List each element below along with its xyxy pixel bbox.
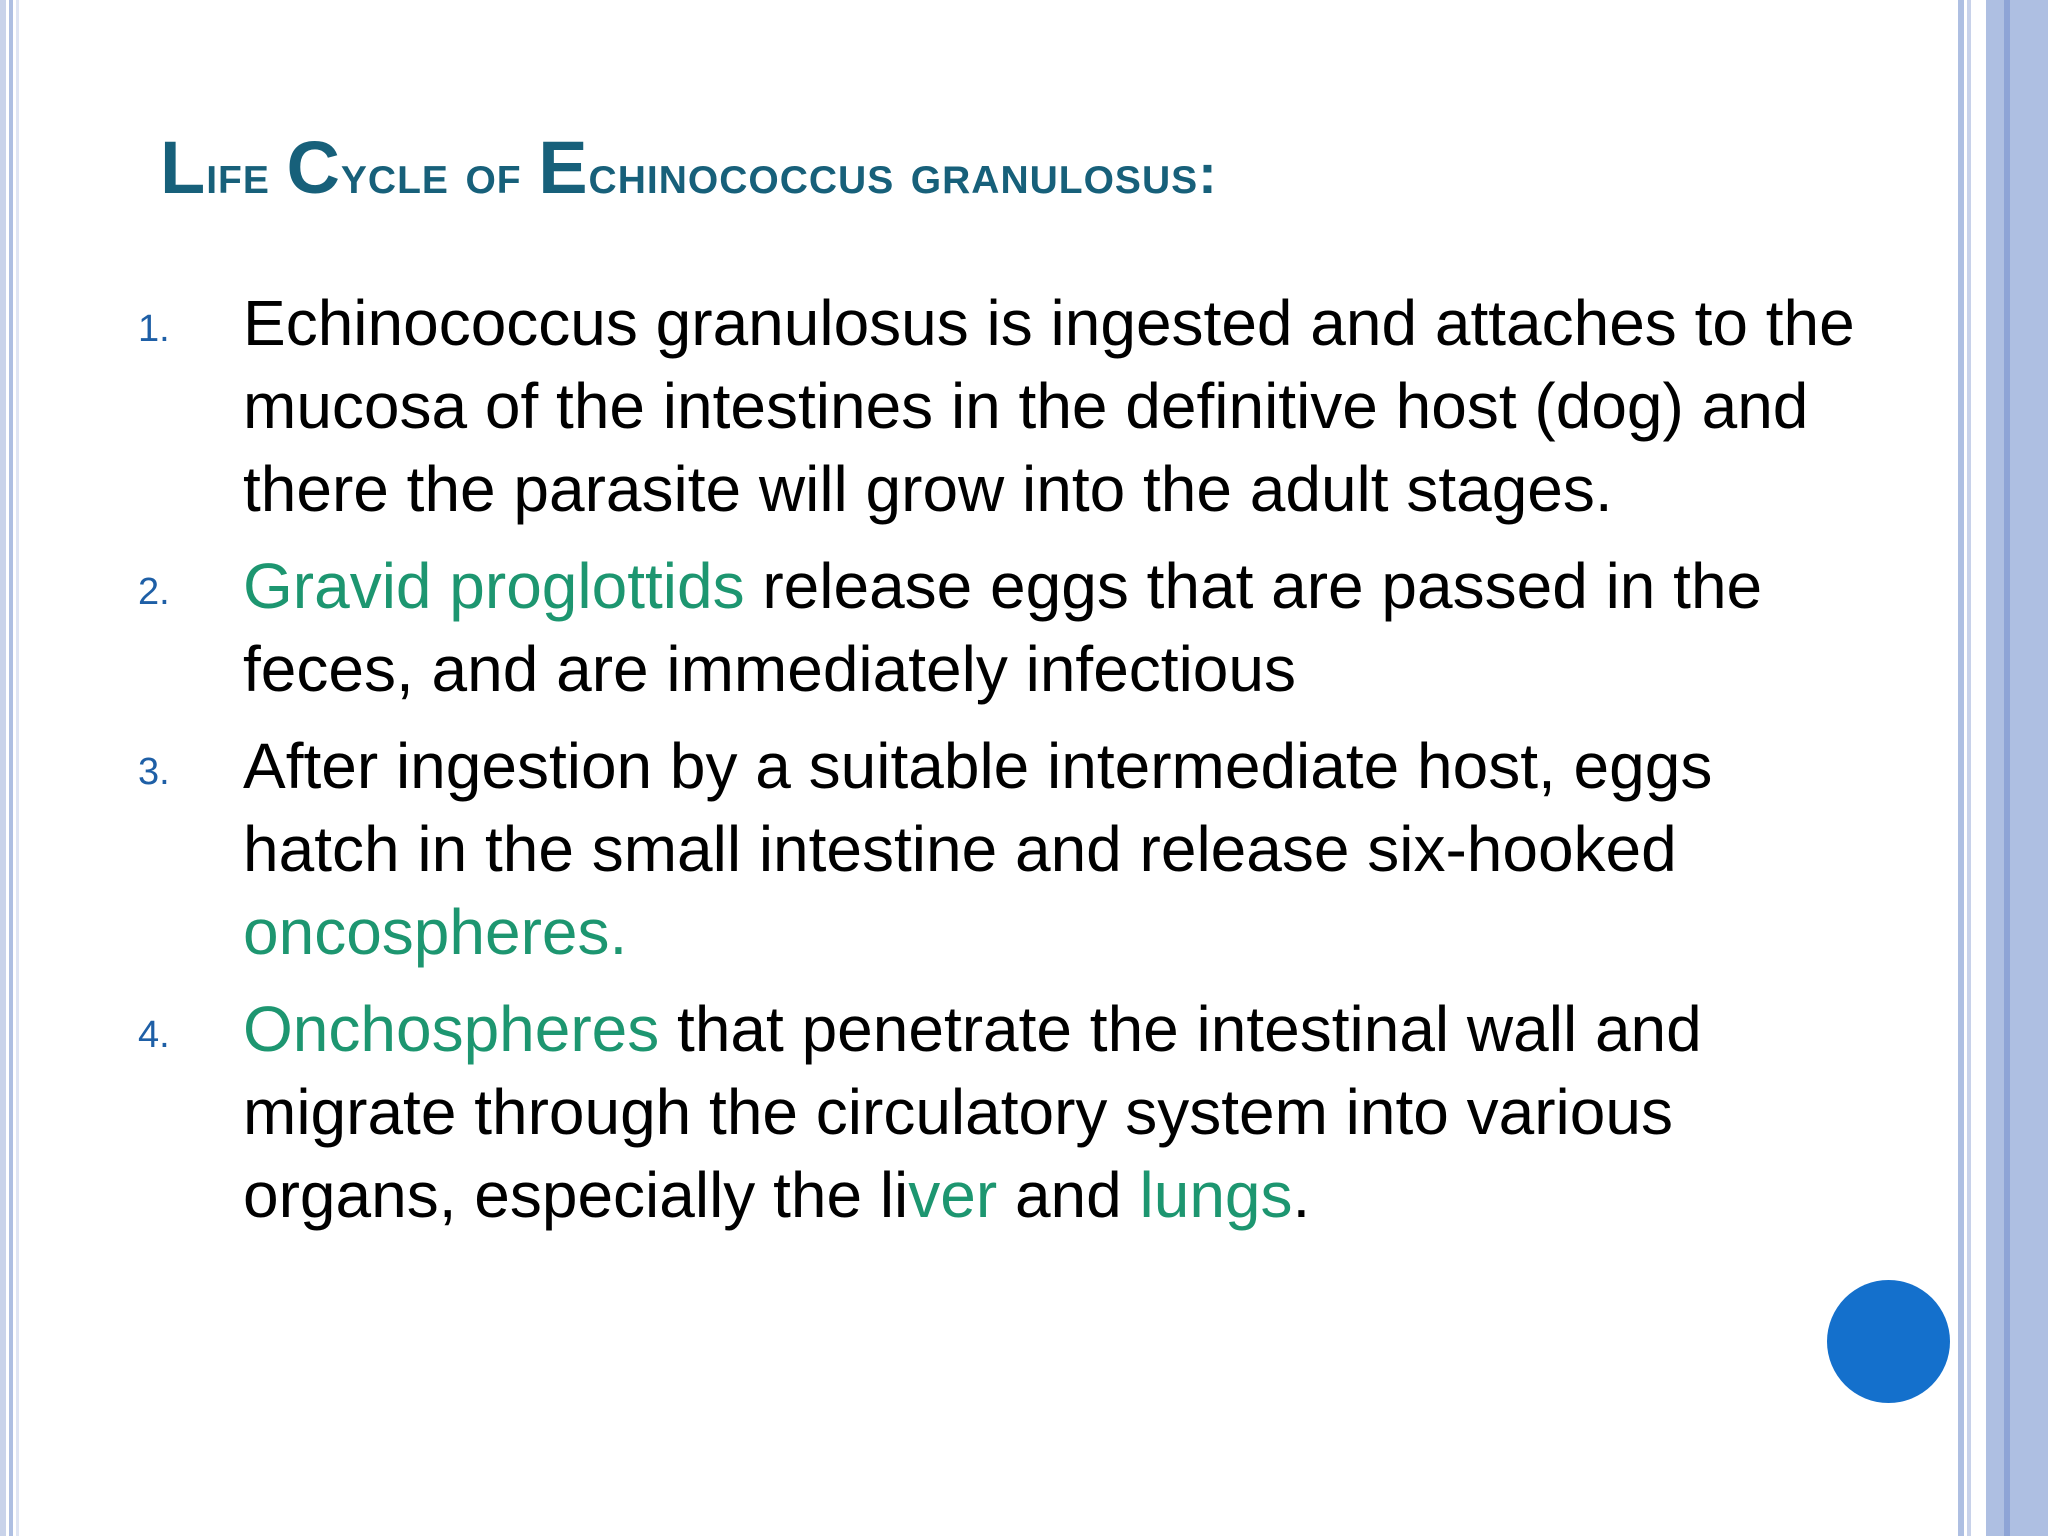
- slide-title: [160, 118, 1920, 224]
- item-text: [243, 282, 1878, 531]
- text-segment: release eggs that are passed in the feces, and are immediately infectious: [243, 550, 1763, 705]
- title-part: C: [286, 126, 341, 209]
- life-cycle-list: [138, 282, 1878, 1251]
- item-text: [243, 545, 1878, 711]
- text-segment: Echinococcus granulosus is ingested and attaches to the mucosa of the intestines in the definitive host (dog) and there the parasite will grow into the adult stages.: [243, 287, 1855, 525]
- item-number: 2.: [138, 571, 170, 613]
- highlighted-term: ver: [908, 1159, 998, 1231]
- list-item: [138, 988, 1878, 1237]
- item-number: 3.: [138, 751, 170, 793]
- list-item: [138, 725, 1878, 974]
- item-text: [243, 725, 1878, 974]
- item-number: 1.: [138, 308, 170, 350]
- right-decorative-border: [1958, 0, 2048, 1536]
- title-part: ycle of: [340, 142, 539, 205]
- list-item: [138, 282, 1878, 531]
- highlighted-term: Onchospheres: [243, 993, 660, 1065]
- highlighted-term: Gravid proglottids: [243, 550, 745, 622]
- text-segment: and: [997, 1159, 1140, 1231]
- text-segment: that penetrate the intestinal wall and migrate through the circulatory system into various organs, especially the li: [243, 993, 1702, 1231]
- title-part: L: [160, 126, 207, 209]
- list-item: [138, 545, 1878, 711]
- title-part: ife: [206, 142, 287, 205]
- left-decorative-border: [0, 0, 22, 1536]
- title-part: chinococcus granulosus:: [588, 142, 1218, 205]
- highlighted-term: oncospheres.: [243, 896, 628, 968]
- text-segment: After ingestion by a suitable intermediate host, eggs hatch in the small intestine and release six-hooked: [243, 730, 1713, 885]
- item-number: 4.: [138, 1014, 170, 1056]
- decorative-circle: [1827, 1280, 1950, 1403]
- title-part: E: [538, 126, 589, 209]
- item-text: [243, 988, 1878, 1237]
- text-segment: .: [1292, 1159, 1311, 1231]
- highlighted-term: lungs: [1139, 1159, 1293, 1231]
